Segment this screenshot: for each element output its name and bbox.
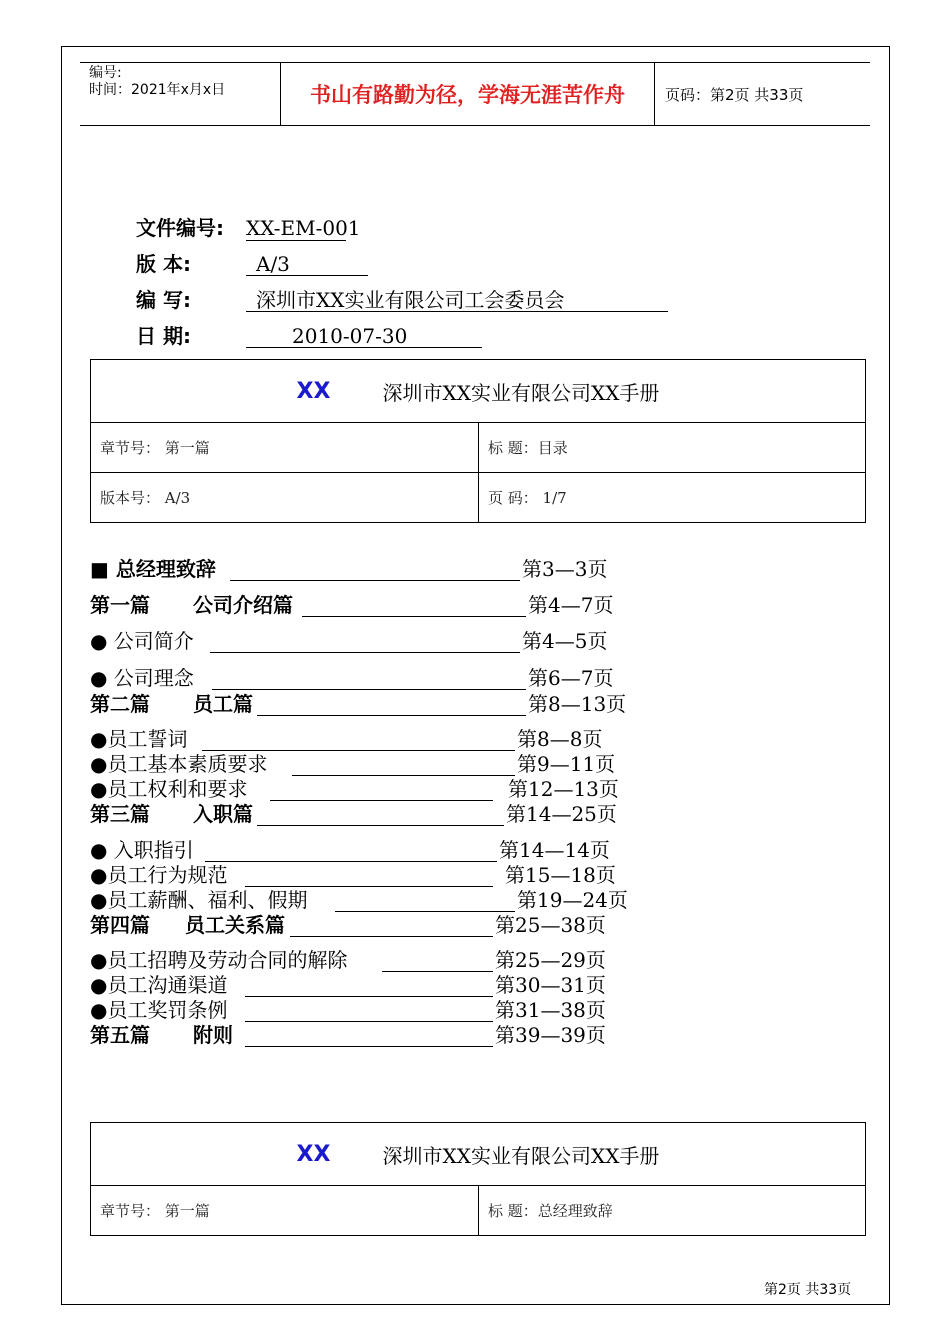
toc-page-range: 第14—25页: [506, 802, 617, 826]
toc-entry: [90, 556, 650, 582]
toc-entry: [90, 776, 650, 802]
toc-leader-line: [257, 825, 504, 826]
chapter-cell: 章节号： 第一篇: [91, 1186, 479, 1235]
toc-entry-subtitle: 公司介绍篇: [193, 593, 293, 617]
version-label: 版 本:: [136, 252, 191, 276]
version-value: A/3: [246, 250, 368, 276]
page-cell: 页 码： 1/7: [488, 489, 567, 507]
toc-page-range: 第14—14页: [499, 838, 610, 862]
toc-entry-subtitle: 附则: [193, 1023, 233, 1047]
toc-page-range: 第30—31页: [495, 973, 606, 997]
toc-entry: [90, 947, 650, 973]
author-value: 深圳市XX实业有限公司工会委员会: [246, 286, 668, 312]
manual-title: [91, 1123, 865, 1186]
toc-entry: [90, 691, 650, 717]
toc-leader-line: [230, 580, 520, 581]
toc-entry: [90, 726, 650, 752]
toc-page-range: 第12—13页: [508, 777, 619, 801]
toc-entry-title: ● 公司理念: [90, 666, 194, 690]
chapter-cell: 章节号： 第一篇: [91, 423, 479, 472]
header-page-info: 页码：第2页 共33页: [665, 85, 804, 104]
toc-page-range: 第4—5页: [522, 629, 608, 653]
toc-entry-title: 第一篇: [90, 593, 150, 617]
toc-leader-line: [290, 936, 493, 937]
toc-entry-title: ●员工行为规范: [90, 863, 228, 887]
version-row: [136, 250, 290, 278]
time-label: 时间：2021年x月x日: [89, 82, 226, 98]
toc-page-range: 第8—13页: [528, 692, 627, 716]
toc-leader-line: [245, 1046, 493, 1047]
toc-page-range: 第15—18页: [505, 863, 616, 887]
subject-cell: 标 题：总经理致辞: [488, 1202, 613, 1220]
doc-number-label: 文件编号:: [136, 216, 224, 240]
toc-entry: [90, 997, 650, 1023]
date-row: [136, 322, 408, 350]
toc-entry-title: ●员工招聘及劳动合同的解除: [90, 948, 348, 972]
footer-page-info: 第2页 共33页: [764, 1282, 852, 1298]
manual-title: [91, 360, 865, 423]
toc-entry: [90, 862, 650, 888]
page-header: [80, 62, 870, 126]
version-cell: 版本号： A/3: [91, 473, 479, 522]
brand-mark: XX: [296, 378, 331, 404]
toc-page-range: 第4—7页: [528, 593, 614, 617]
toc-entry-title: 第四篇: [90, 913, 150, 937]
toc-page-range: 第19—24页: [517, 888, 628, 912]
toc-entry-title: ●员工薪酬、福利、假期: [90, 888, 308, 912]
toc-leader-line: [302, 616, 526, 617]
toc-page-range: 第3—3页: [522, 557, 608, 581]
brand-mark: XX: [296, 1141, 331, 1167]
toc-entry: [90, 665, 650, 691]
toc-page-range: 第31—38页: [495, 998, 606, 1022]
toc-entry-subtitle: 员工关系篇: [185, 913, 285, 937]
toc-entry: [90, 592, 650, 618]
toc-entry: [90, 751, 650, 777]
toc-entry: [90, 912, 650, 938]
header-motto: 书山有路勤为径，学海无涯苦作舟: [281, 63, 655, 125]
table-row: [91, 423, 865, 473]
subject-cell: 标 题：目录: [488, 439, 568, 457]
toc-entry-title: 第三篇: [90, 802, 150, 826]
manual-header-table-2: [90, 1122, 866, 1236]
doc-number-row: [136, 214, 361, 242]
toc-page-range: 第6—7页: [528, 666, 614, 690]
header-meta: [80, 63, 281, 125]
toc-page-range: 第9—11页: [517, 752, 616, 776]
toc-entry-title: ●员工基本素质要求: [90, 752, 268, 776]
toc-entry-title: ●员工权利和要求: [90, 777, 248, 801]
table-row: [91, 1186, 865, 1235]
number-label: 编号:: [89, 65, 122, 81]
toc-entry: [90, 972, 650, 998]
toc-page-range: 第25—38页: [495, 913, 606, 937]
toc-leader-line: [257, 715, 526, 716]
toc-entry: [90, 801, 650, 827]
toc-page-range: 第8—8页: [517, 727, 603, 751]
toc-entry-title: 第五篇: [90, 1023, 150, 1047]
doc-number-value: XX-EM-001: [246, 216, 361, 240]
toc-entry: [90, 628, 650, 654]
date-value: 2010-07-30: [246, 322, 482, 348]
toc-entry-title: 第二篇: [90, 692, 150, 716]
toc-leader-line: [212, 689, 526, 690]
toc-entry-subtitle: 入职篇: [193, 802, 253, 826]
toc-entry-title: ● 入职指引: [90, 838, 194, 862]
toc-leader-line: [210, 652, 520, 653]
author-row: [136, 286, 565, 314]
toc-entry-title: ●员工誓词: [90, 727, 188, 751]
date-label: 日 期:: [136, 324, 191, 348]
manual-header-table: [90, 359, 866, 523]
toc-entry-title: ● 公司简介: [90, 629, 194, 653]
toc-page-range: 第25—29页: [495, 948, 606, 972]
toc-entry: [90, 1022, 650, 1048]
toc-entry: [90, 887, 650, 913]
toc-page-range: 第39—39页: [495, 1023, 606, 1047]
toc-entry-title: ●员工沟通渠道: [90, 973, 228, 997]
toc-entry-title: ●员工奖罚条例: [90, 998, 228, 1022]
toc-entry: [90, 837, 650, 863]
table-row: [91, 473, 865, 522]
toc-entry-title: ■ 总经理致辞: [90, 557, 216, 581]
toc-entry-subtitle: 员工篇: [193, 692, 253, 716]
manual-title-text: 深圳市XX实业有限公司XX手册: [382, 1143, 660, 1168]
author-label: 编 写:: [136, 288, 191, 312]
manual-title-text: 深圳市XX实业有限公司XX手册: [382, 380, 660, 405]
